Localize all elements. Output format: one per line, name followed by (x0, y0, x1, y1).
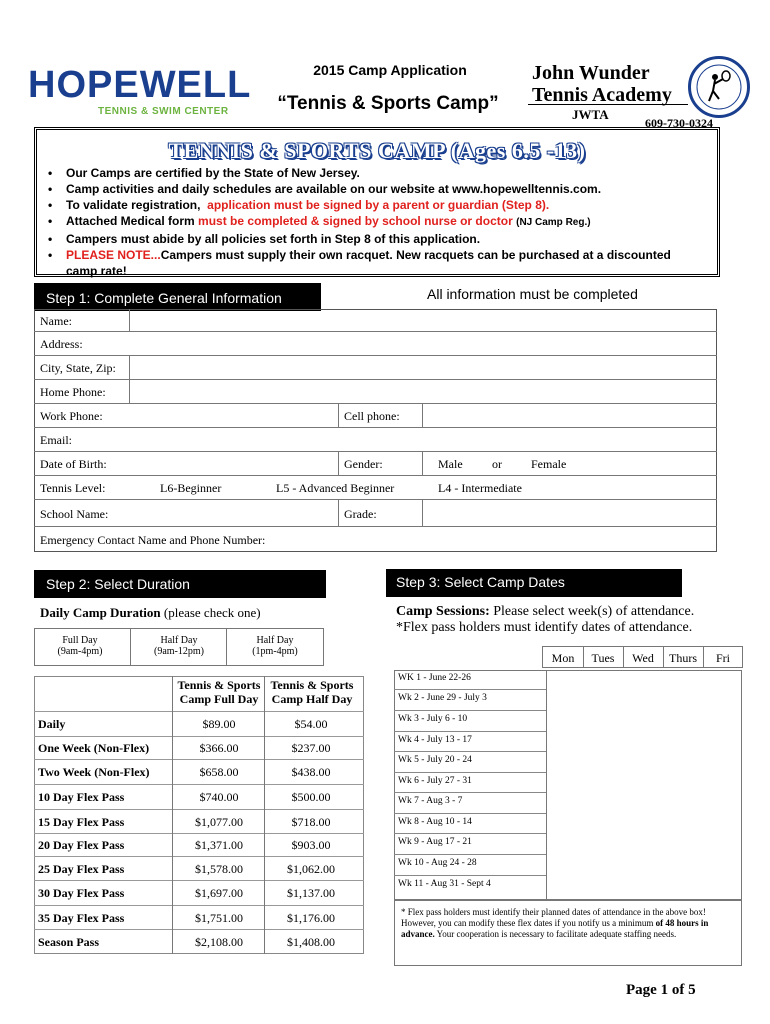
week-row[interactable]: WK 1 - June 22-26 (394, 670, 546, 690)
half-day-price: $54.00 (294, 717, 328, 731)
application-title: 2015 Camp Application (313, 62, 467, 78)
week-row[interactable]: Wk 7 - Aug 3 - 7 (394, 793, 546, 814)
day-tues: Tues (591, 651, 615, 665)
week-row[interactable]: Wk 3 - July 6 - 10 (394, 711, 546, 732)
price-row-label: 15 Day Flex Pass (38, 815, 125, 829)
half-day-pm-option[interactable]: Half Day (1pm-4pm) (252, 635, 298, 657)
step1-note: All information must be completed (427, 286, 638, 302)
academy-badge-icon (688, 56, 750, 118)
week-row[interactable]: Wk 2 - June 29 - July 3 (394, 690, 546, 711)
price-row[interactable] (34, 834, 364, 857)
dob-row[interactable]: Date of Birth: Gender: Male or Female (34, 452, 717, 476)
price-row-label: 35 Day Flex Pass (38, 911, 125, 925)
half-day-am-option[interactable]: Half Day (9am-12pm) (154, 635, 204, 657)
bullet-item: • Our Camps are certified by the State of New Jersey. (48, 166, 360, 180)
week-row[interactable]: Wk 8 - Aug 10 - 14 (394, 814, 546, 834)
full-day-price: $1,371.00 (195, 838, 243, 852)
divider (129, 309, 130, 332)
page-number: Page 1 of 5 (626, 982, 696, 998)
day-mon: Mon (551, 651, 575, 665)
divider (338, 500, 339, 527)
weekday-header (542, 646, 743, 668)
bullet-item: • PLEASE NOTE...Campers must supply their own racquet. New racquets can be purchased at a discounted (48, 248, 671, 262)
half-day-price: $1,137.00 (287, 886, 335, 900)
price-row-label: Two Week (Non-Flex) (38, 765, 150, 779)
price-row-label: 10 Day Flex Pass (38, 790, 125, 804)
full-day-option[interactable]: Full Day (9am-4pm) (57, 635, 103, 657)
step1-header: Step 1: Complete General Information (34, 283, 321, 311)
divider (338, 404, 339, 428)
week-row[interactable]: Wk 6 - July 27 - 31 (394, 773, 546, 793)
full-day-price: $366.00 (199, 741, 239, 755)
divider (422, 404, 423, 428)
step3-header: Step 3: Select Camp Dates (386, 569, 682, 597)
price-row[interactable] (34, 712, 364, 737)
address-row[interactable]: Address: (34, 332, 717, 356)
tennis-player-icon (691, 59, 747, 115)
academy-abbr: JWTA (572, 107, 609, 122)
bullet-item: • Camp activities and daily schedules are available on our website at www.hopewelltennis.com. (48, 182, 602, 196)
price-row[interactable] (34, 737, 364, 760)
bullet-item: • To validate registration, application must be signed by a parent or guardian (Step 8). (48, 198, 550, 212)
bullet-item-cont: camp rate! (66, 264, 127, 278)
divider (129, 356, 130, 404)
work-phone-row[interactable]: Work Phone: Cell phone: (34, 404, 717, 428)
camp-sessions-text: Camp Sessions: Please select week(s) of attendance. *Flex pass holders must identify dates of attendance. (396, 604, 695, 635)
notice-bullets (48, 165, 708, 279)
full-day-price: $1,077.00 (195, 815, 243, 829)
half-day-price: $1,062.00 (287, 862, 335, 876)
divider (172, 676, 173, 954)
half-day-price: $1,408.00 (287, 935, 335, 949)
full-day-col-header: Tennis & Sports Camp Full Day (177, 678, 261, 706)
week-row[interactable]: Wk 10 - Aug 24 - 28 (394, 855, 546, 876)
bullet-item: • Attached Medical form must be completed & signed by school nurse or doctor (NJ Camp Reg.) (48, 214, 591, 228)
full-day-price: $740.00 (199, 790, 239, 804)
home-phone-row[interactable]: Home Phone: (34, 380, 717, 404)
duration-title: Daily Camp Duration (please check one) (40, 605, 261, 620)
half-day-price: $718.00 (291, 815, 331, 829)
full-day-price: $2,108.00 (195, 935, 243, 949)
name-row[interactable]: Name: (34, 309, 717, 332)
price-row-label: Season Pass (38, 935, 100, 949)
half-day-col-header: Tennis & Sports Camp Half Day (270, 678, 354, 706)
divider (226, 629, 227, 665)
camp-title: “Tennis & Sports Camp” (277, 93, 499, 114)
full-day-price: $1,578.00 (195, 862, 243, 876)
price-row-label: 30 Day Flex Pass (38, 886, 125, 900)
price-row[interactable] (34, 881, 364, 906)
half-day-price: $903.00 (291, 838, 331, 852)
day-fri: Fri (715, 651, 730, 665)
week-row[interactable]: Wk 5 - July 20 - 24 (394, 752, 546, 773)
week-row[interactable]: Wk 9 - Aug 17 - 21 (394, 834, 546, 855)
price-row-label: 20 Day Flex Pass (38, 838, 125, 852)
half-day-price: $237.00 (291, 741, 331, 755)
day-thurs: Thurs (669, 651, 697, 665)
hopewell-logo (28, 64, 252, 126)
academy-name-line2: Tennis Academy (532, 84, 672, 106)
full-day-price: $1,697.00 (195, 886, 243, 900)
divider (422, 500, 423, 527)
full-day-price: $1,751.00 (195, 911, 243, 925)
full-day-price: $658.00 (199, 765, 239, 779)
week-row[interactable]: Wk 4 - July 13 - 17 (394, 732, 546, 752)
half-day-price: $1,176.00 (287, 911, 335, 925)
divider (338, 452, 339, 476)
price-row-label: Daily (38, 717, 66, 731)
week-row[interactable]: Wk 11 - Aug 31 - Sept 4 (398, 879, 491, 889)
divider (546, 670, 547, 900)
half-day-price: $438.00 (291, 765, 331, 779)
academy-underline (528, 104, 688, 105)
logo-sub-text: TENNIS & SWIM CENTER (98, 106, 229, 117)
divider (264, 676, 265, 954)
academy-phone: 609-730-0324 (645, 116, 713, 130)
pricing-header (34, 676, 364, 712)
duration-options (34, 628, 324, 666)
logo-main-text: HOPEWELL (28, 64, 252, 106)
divider (422, 452, 423, 476)
divider (130, 629, 131, 665)
price-row-label: One Week (Non-Flex) (38, 741, 150, 755)
city-row[interactable]: City, State, Zip: (34, 356, 717, 380)
flex-note: * Flex pass holders must identify their planned dates of attendance in the above box! However, you can modify these flex dates if you notify us a minimum of 48 hours in advance. Your cooperation is necessary to facilitate adequate staffing needs. (394, 900, 742, 966)
price-row[interactable] (34, 785, 364, 810)
academy-name-line1: John Wunder (532, 62, 650, 84)
emergency-row[interactable]: Emergency Contact Name and Phone Number: (40, 533, 266, 547)
step2-header: Step 2: Select Duration (34, 570, 326, 598)
full-day-price: $89.00 (202, 717, 236, 731)
price-row[interactable] (34, 930, 364, 954)
price-row[interactable] (34, 906, 364, 930)
day-wed: Wed (632, 651, 654, 665)
school-row[interactable]: School Name: Grade: (34, 500, 717, 527)
email-row[interactable]: Email: (34, 428, 717, 452)
price-row[interactable] (34, 857, 364, 881)
bullet-item: • Campers must abide by all policies set forth in Step 8 of this application. (48, 232, 481, 246)
half-day-price: $500.00 (291, 790, 331, 804)
notice-title: TENNIS & SPORTS CAMP (Ages 6.5 -13) (168, 138, 586, 163)
price-row[interactable] (34, 810, 364, 834)
tennis-level-row[interactable]: Tennis Level: L6-Beginner L5 - Advanced Beginner L4 - Intermediate (34, 476, 717, 500)
price-row-label: 25 Day Flex Pass (38, 862, 125, 876)
price-row[interactable] (34, 760, 364, 785)
